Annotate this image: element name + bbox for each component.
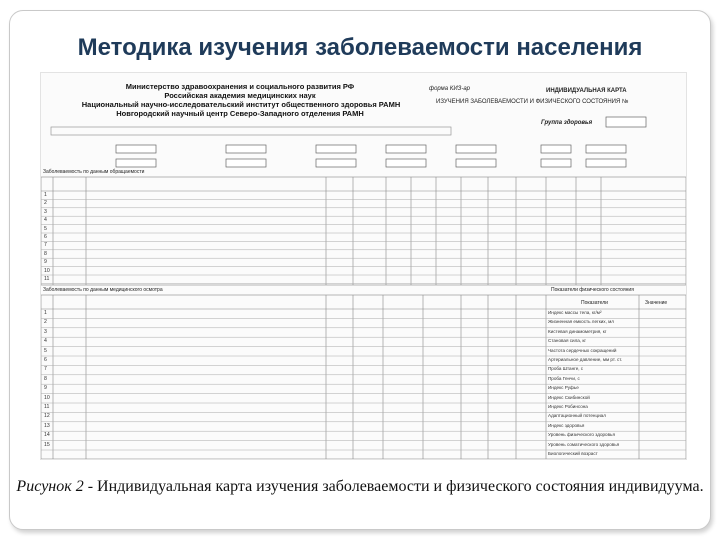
indicator-label: Уровень физического здоровья [548,432,615,438]
row-number: 9 [44,385,47,392]
row-number: 12 [44,413,50,420]
row-number: 4 [44,338,47,345]
section-1-title: Заболеваемость по данным обращаемости [43,169,145,175]
row-number: 3 [44,208,47,215]
row-number: 7 [44,366,47,373]
indicator-label: Индекс Руфье [548,385,579,391]
row-number: 2 [44,319,47,326]
row-number: 6 [44,357,47,363]
row-number: 5 [44,347,47,354]
row-number: 10 [44,267,50,274]
row-number: 1 [44,310,47,316]
row-number: 3 [44,328,47,335]
indicator-label: Индекс здоровья [548,422,585,428]
row-number: 13 [44,422,50,429]
row-number: 15 [44,441,50,448]
card-title-2: ИЗУЧЕНИЯ ЗАБОЛЕВАЕМОСТИ И ФИЗИЧЕСКОГО СОСТОЯНИЯ № [436,99,629,105]
row-number: 9 [44,259,47,266]
row-number: 10 [44,394,50,401]
caption-text: - Индивидуальная карта изучения заболеваемости и физического состояния индивидуума. [83,478,704,495]
indicator-label: Адаптационный потенциал [548,413,606,419]
form-grid [41,73,686,459]
indicator-label: Артериальное давление, мм рт. ст. [548,357,623,362]
indicator-label: Уровень соматического здоровья [548,441,620,447]
card-title-1: ИНДИВИДУАЛЬНАЯ КАРТА [546,88,627,94]
indicator-label: Становая сила, кг [548,338,587,344]
row-number: 2 [44,200,47,207]
caption-prefix: Рисунок 2 [16,478,84,495]
row-number: 11 [44,404,50,410]
right-col-header: Показатели [581,300,608,306]
indicator-label: Жизненная емкость легких, мл [548,319,614,325]
health-group-label: Группа здоровья [541,120,593,126]
header-line: Министерство здравоохранения и социального развития РФ [125,82,355,91]
header-line: Российская академия медицинских наук [164,91,316,100]
row-number: 11 [44,276,50,282]
figure-caption [0,476,720,497]
indicator-label: Индекс Скибинской [548,394,590,400]
indicator-label: Проба Генчи, с [548,375,580,381]
row-number: 1 [44,192,47,198]
indicator-label: Частота сердечных сокращений [548,347,617,353]
row-number: 8 [44,375,47,382]
row-number: 4 [44,217,47,224]
indicator-label: Кистевая динамометрия, кг [548,328,607,334]
indicator-label: Индекс массы тела, кг/м² [548,310,602,315]
form-image [40,72,687,460]
indicator-label: Индекс Робинсона [548,404,588,409]
header-line: Новгородский научный центр Северо-Западного отделения РАМН [116,109,364,118]
indicator-label: Проба Штанге, с [548,366,584,372]
header-line: Национальный научно-исследовательский институт общественного здоровья РАМН [81,100,401,109]
row-number: 7 [44,242,47,249]
slide-title: Методика изучения заболеваемости населения [77,34,643,61]
row-number: 14 [44,432,50,439]
section-3-title: Показатели физического состояния [551,287,634,293]
section-2-title: Заболеваемость по данным медицинского осмотра [43,287,163,293]
form-code: форма КИЗ-ар [429,86,470,92]
right-col-value: Значение [645,300,668,306]
row-number: 5 [44,225,47,232]
row-number: 6 [44,234,47,240]
row-number: 8 [44,250,47,257]
indicator-label: Биологический возраст [548,451,598,456]
